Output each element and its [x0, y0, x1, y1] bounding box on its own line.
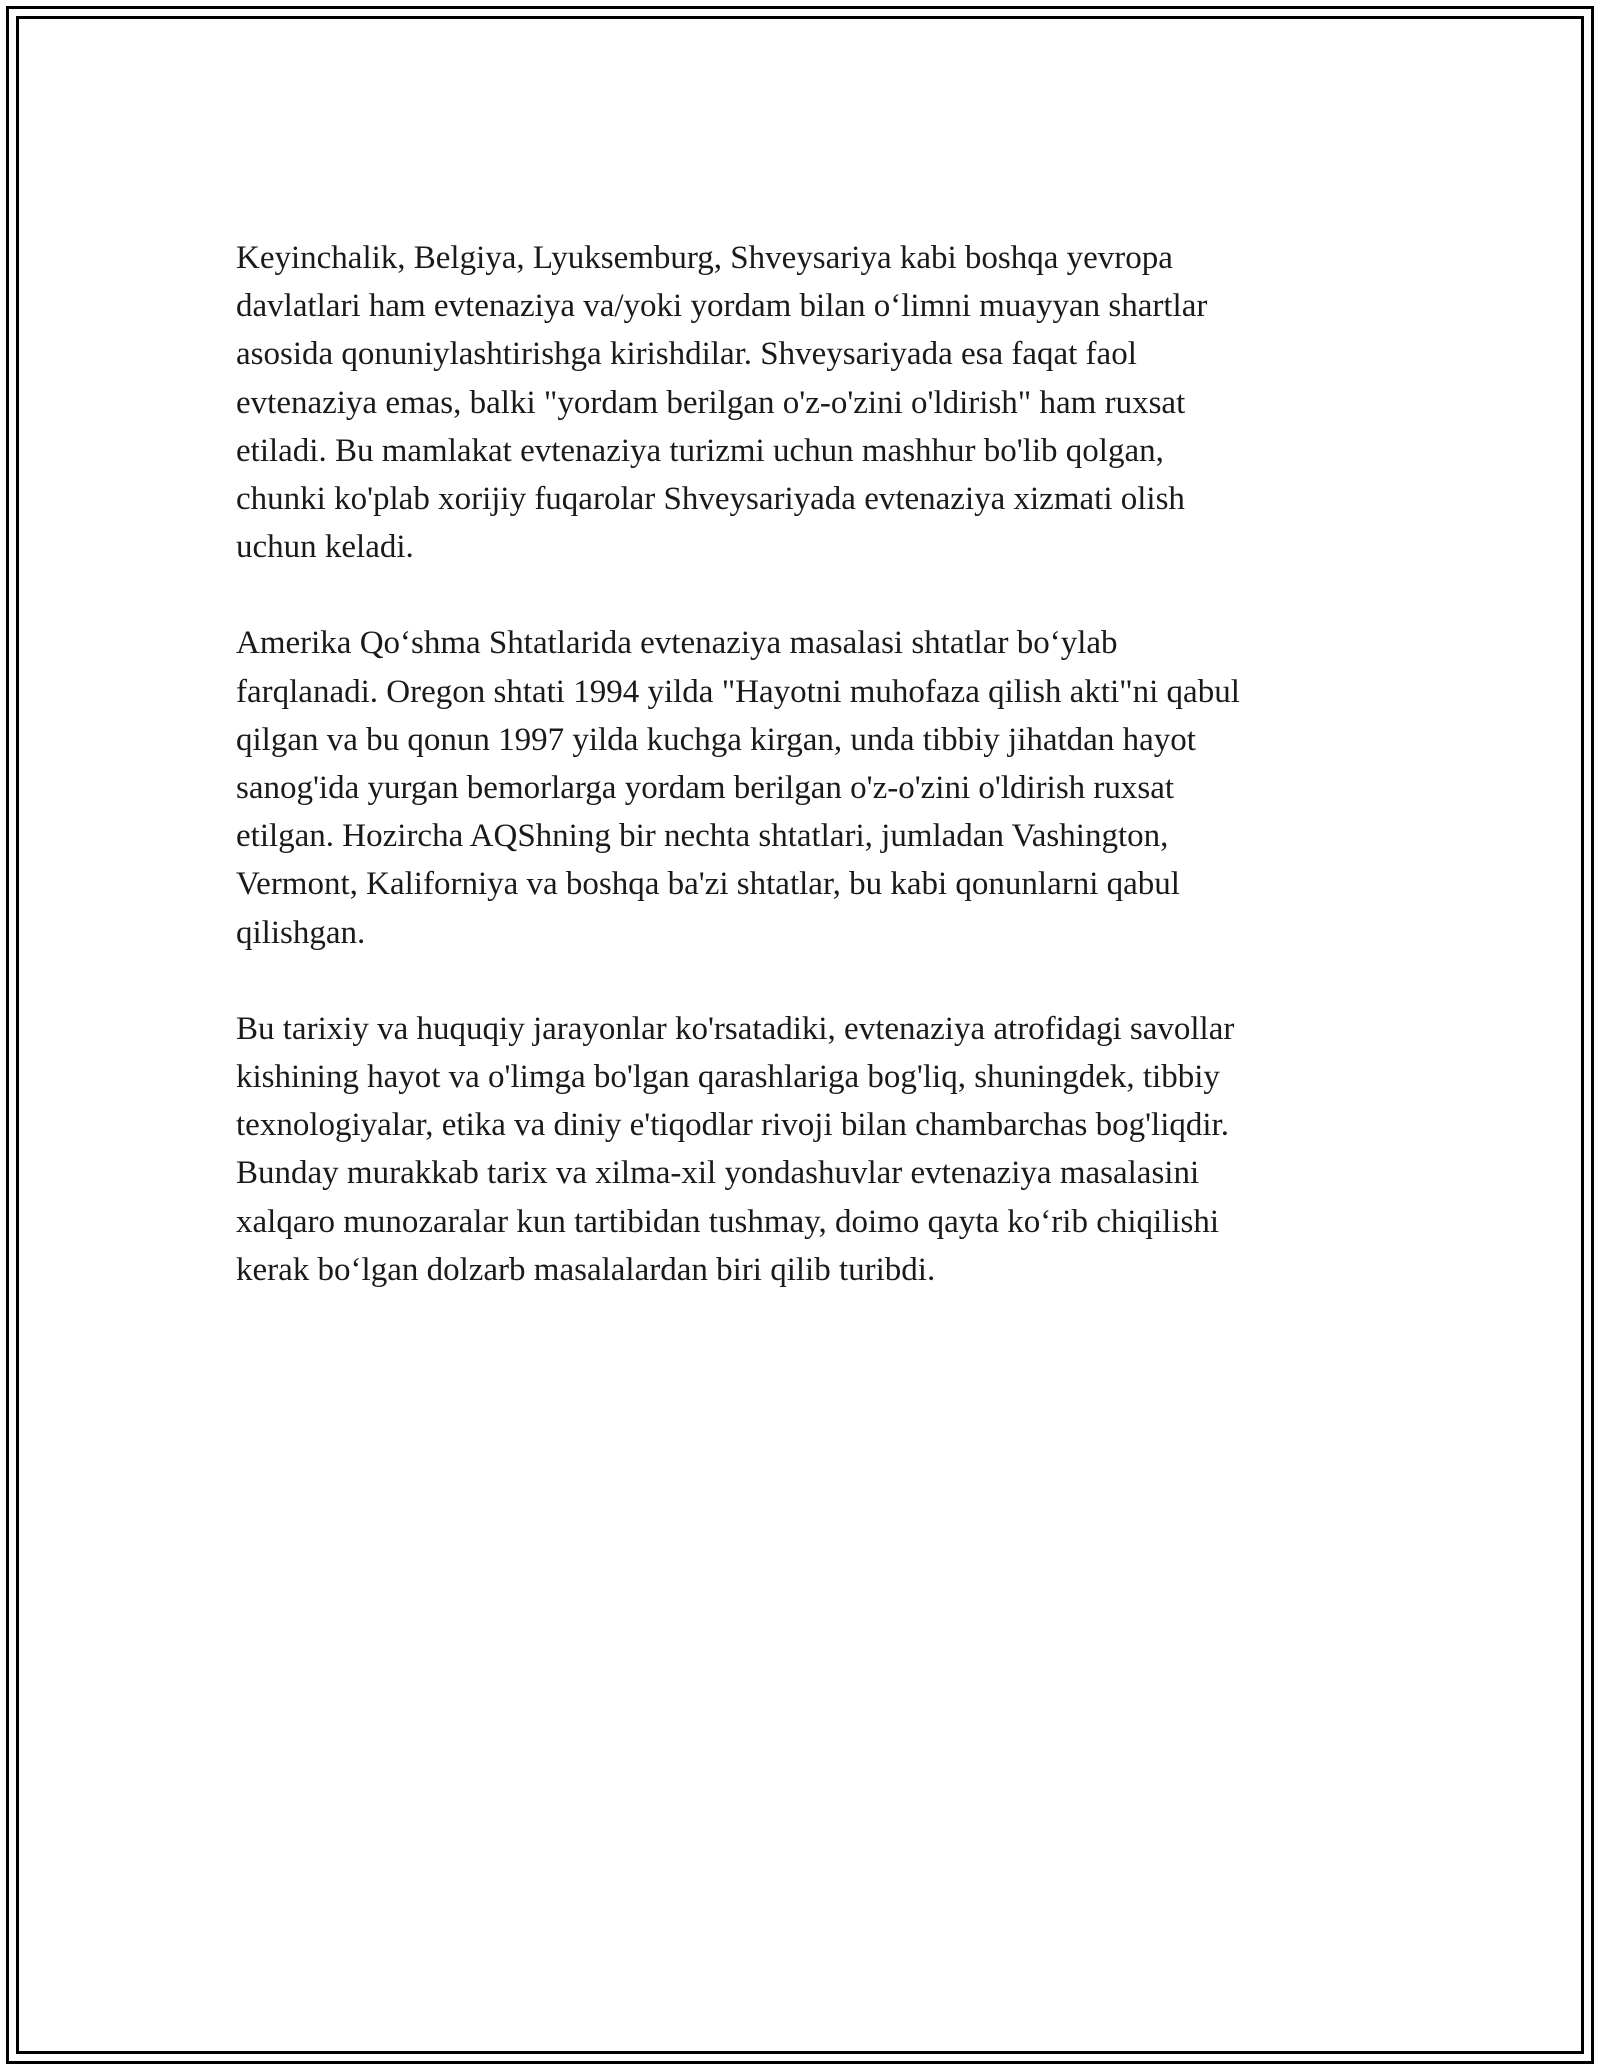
paragraph-conclusion: Bu tarixiy va huquqiy jarayonlar ko'rsatadiki, evtenaziya atrofidagi savollar kishining hayot va o'limga bo'lgan qarashlariga bog'liq, shuningdek, tibbiy texnologiyalar, etika va diniy e'tiqodlar rivoji bilan chambarchas bog'liqdir. Bunday murakkab tarix va xilma-xil yondashuvlar evtenaziya masalasini xalqaro munozaralar kun tartibidan tushmay, doimo qayta ko‘rib chiqilishi kerak bo‘lgan dolzarb masalalardan biri qilib turibdi.: [236, 1010, 1235, 1288]
paragraph-europe-legalization: Keyinchalik, Belgiya, Lyuksemburg, Shveysariya kabi boshqa yevropa davlatlari ham evtenaziya va/yoki yordam bilan o‘limni muayyan shartlar asosida qonuniylashtirishga kirishdilar. Shveysariyada esa faqat faol evtenaziya emas, balki "yordam berilgan o'z-o'zini o'ldirish" ham ruxsat etiladi. Bu mamlakat evtenaziya turizmi uchun mashhur bo'lib qolgan, chunki ko'plab xorijiy fuqarolar Shveysariyada evtenaziya xizmati olish uchun keladi.: [236, 240, 1208, 566]
paragraph-usa-states: Amerika Qo‘shma Shtatlarida evtenaziya masalasi shtatlar bo‘ylab farqlanadi. Oregon shtati 1994 yilda "Hayotni muhofaza qilish akti"ni qabul qilgan va bu qonun 1997 yilda kuchga kirgan, unda tibbiy jihatdan hayot sanog'ida yurgan bemorlarga yordam berilgan o'z-o'zini o'ldirish ruxsat etilgan. Hozircha AQShning bir nechta shtatlari, jumladan Vashington, Vermont, Kaliforniya va boshqa ba'zi shtatlar, bu kabi qonunlarni qabul qilishgan.: [236, 625, 1240, 951]
document-body: [236, 234, 1366, 1342]
